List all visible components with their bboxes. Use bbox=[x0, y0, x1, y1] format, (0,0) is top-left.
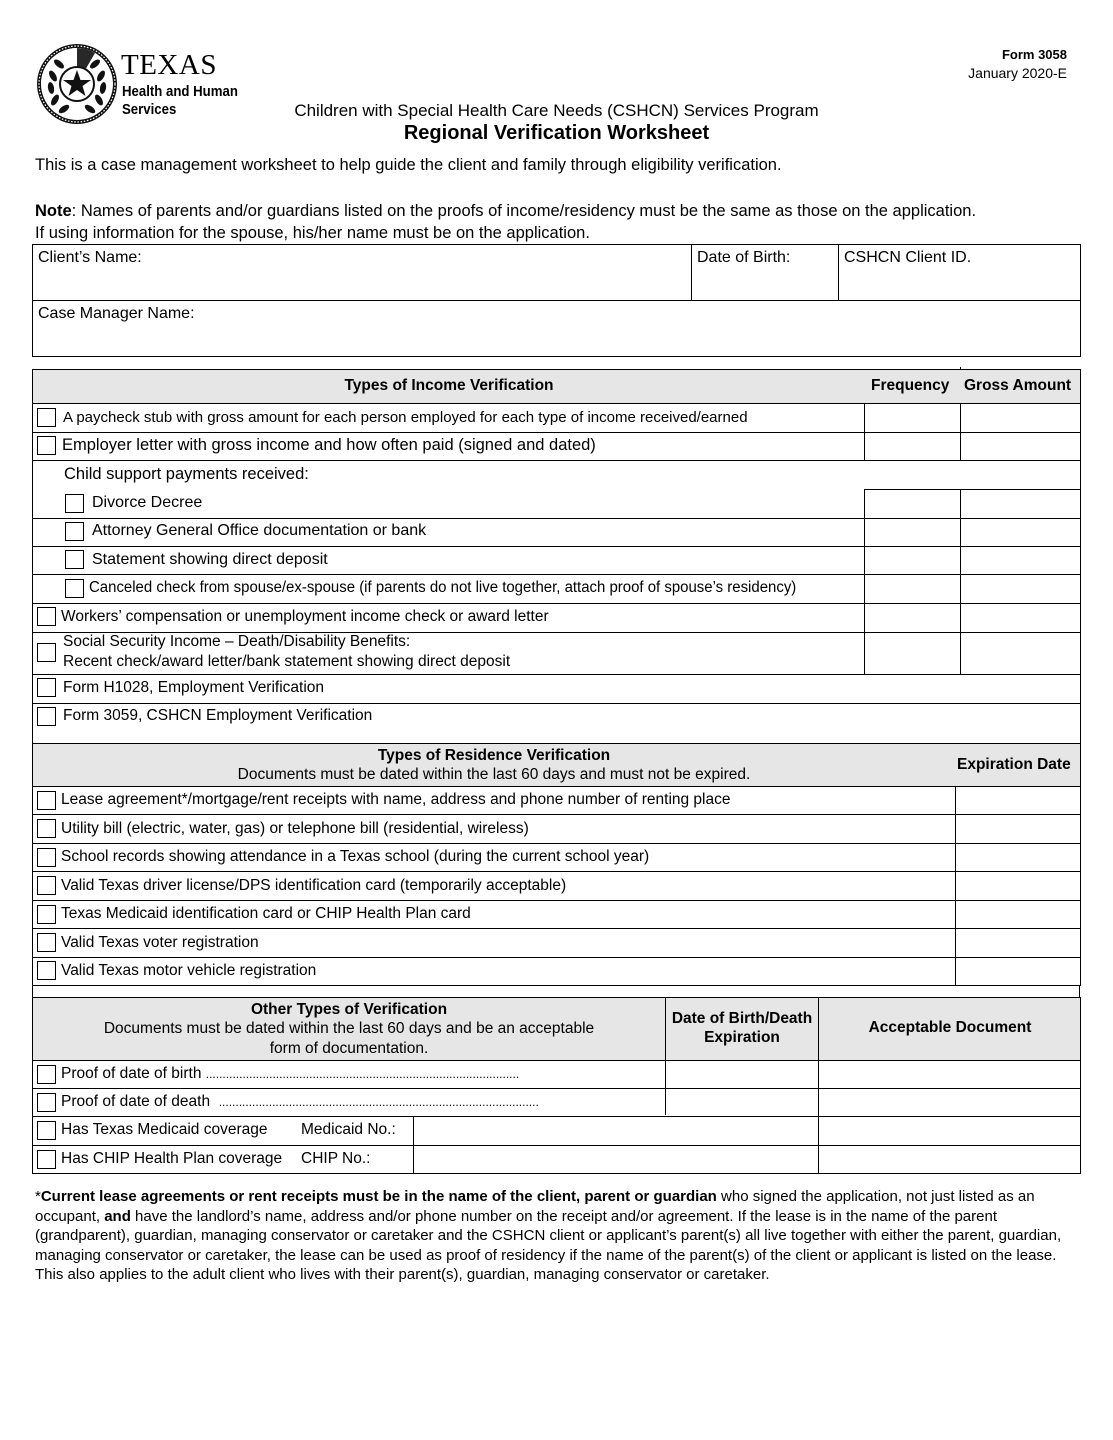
social-security-checkbox[interactable] bbox=[37, 643, 56, 662]
direct-deposit-statement-checkbox[interactable] bbox=[65, 550, 84, 569]
employer-letter-gross-field[interactable] bbox=[961, 433, 1080, 460]
paycheck-stub-gross-field[interactable] bbox=[961, 404, 1080, 432]
school-records-checkbox[interactable] bbox=[37, 848, 56, 867]
page-title: Regional Verification Worksheet bbox=[403, 122, 710, 144]
voter-registration-checkbox[interactable] bbox=[37, 933, 56, 952]
employer-letter-label: Employer letter with gross income and how often paid (signed and dated) bbox=[62, 436, 596, 454]
date-birth-death-column-header-line1: Date of Birth/Death bbox=[671, 1010, 813, 1027]
social-security-label-line1: Social Security Income – Death/Disability Benefits: bbox=[63, 633, 411, 650]
logo-texas-text: TEXAS bbox=[121, 49, 217, 81]
employer-letter-frequency-field[interactable] bbox=[865, 433, 960, 460]
workers-comp-checkbox[interactable] bbox=[37, 607, 56, 626]
social-security-label-line2: Recent check/award letter/bank statement showing direct deposit bbox=[63, 653, 511, 670]
medicaid-card-checkbox[interactable] bbox=[37, 905, 56, 924]
form-3059-label: Form 3059, CSHCN Employment Verification bbox=[63, 707, 373, 724]
lease-agreement-label: Lease agreement*/mortgage/rent receipts with name, address and phone number of renting place bbox=[61, 791, 731, 808]
proof-of-death-checkbox[interactable] bbox=[37, 1093, 56, 1112]
gross-amount-column-header: Gross Amount bbox=[964, 377, 1072, 394]
proof-of-birth-label: Proof of date of birth .............................................................................................. bbox=[61, 1065, 520, 1082]
direct-deposit-gross-field[interactable] bbox=[961, 547, 1080, 574]
frequency-column-header: Frequency bbox=[871, 377, 950, 394]
social-security-gross-field[interactable] bbox=[961, 633, 1080, 674]
client-id-field[interactable] bbox=[839, 245, 1080, 300]
driver-license-label: Valid Texas driver license/DPS identification card (temporarily acceptable) bbox=[61, 877, 567, 894]
lease-agreement-checkbox[interactable] bbox=[37, 791, 56, 810]
medicaid-number-field[interactable] bbox=[414, 1117, 818, 1145]
paycheck-stub-checkbox[interactable] bbox=[37, 408, 56, 427]
lease-footnote: *Current lease agreements or rent receipts must be in the name of the client, parent or guardian who signed the application, not just listed as an occupant, and have the landlord’s name, address and/or phone number on the receipt and/or agreement. If the lease is in the name of the parent (grandparent), guardian, managing conservator or caretaker and the CSHCN client or applicant’s parent(s) all live together with either the parent, guardian, managing conservator or caretaker, the lease can be used as proof of residency if the name of the parent(s) of the client or applicant is listed on the lease. This also applies to the adult client who lives with their parent(s), guardian, managing conservator or caretaker. bbox=[35, 1188, 1062, 1284]
date-of-birth-label: Date of Birth: bbox=[697, 249, 791, 266]
vehicle-registration-label: Valid Texas motor vehicle registration bbox=[61, 962, 317, 979]
school-records-label: School records showing attendance in a Texas school (during the current school year) bbox=[61, 848, 650, 865]
medicaid-card-label: Texas Medicaid identification card or CHIP Health Plan card bbox=[61, 905, 471, 922]
employer-letter-checkbox[interactable] bbox=[37, 436, 56, 455]
client-info-section bbox=[32, 244, 1081, 357]
utility-bill-label: Utility bill (electric, water, gas) or telephone bill (residential, wireless) bbox=[61, 820, 529, 837]
attorney-general-frequency-field[interactable] bbox=[865, 519, 960, 546]
logo-agency-text: Health and Human Services bbox=[122, 83, 238, 118]
intro-text: This is a case management worksheet to help guide the client and family through eligibility verification. bbox=[35, 156, 782, 174]
chip-number-label: CHIP No.: bbox=[301, 1150, 371, 1167]
chip-coverage-checkbox[interactable] bbox=[37, 1150, 56, 1169]
client-name-label: Client’s Name: bbox=[38, 249, 142, 266]
social-security-frequency-field[interactable] bbox=[865, 633, 960, 674]
voter-registration-label: Valid Texas voter registration bbox=[61, 934, 259, 951]
driver-license-checkbox[interactable] bbox=[37, 876, 56, 895]
direct-deposit-statement-label: Statement showing direct deposit bbox=[92, 551, 328, 568]
note-text: Note: Names of parents and/or guardians listed on the proofs of income/residency must be the same as those on the application. If using information for the spouse, his/her name must be on the application. bbox=[35, 202, 977, 242]
proof-of-death-date-field[interactable] bbox=[666, 1089, 818, 1116]
client-id-label: CSHCN Client ID. bbox=[844, 249, 972, 266]
proof-of-death-document-field[interactable] bbox=[819, 1089, 1080, 1116]
paycheck-stub-frequency-field[interactable] bbox=[865, 404, 960, 432]
residence-header-subtitle: Documents must be dated within the last 60 days and must not be expired. bbox=[237, 766, 751, 783]
income-header-title: Types of Income Verification bbox=[344, 377, 554, 394]
proof-of-birth-checkbox[interactable] bbox=[37, 1065, 56, 1084]
medicaid-document-field[interactable] bbox=[819, 1117, 1080, 1145]
medicaid-coverage-checkbox[interactable] bbox=[37, 1121, 56, 1140]
canceled-check-gross-field[interactable] bbox=[961, 575, 1080, 603]
divorce-decree-label: Divorce Decree bbox=[92, 494, 203, 511]
paycheck-stub-label: A paycheck stub with gross amount for each person employed for each type of income received/earned bbox=[63, 409, 748, 426]
proof-of-birth-date-field[interactable] bbox=[666, 1061, 818, 1088]
chip-number-field[interactable] bbox=[414, 1146, 818, 1173]
form-date: January 2020-E bbox=[968, 65, 1067, 81]
attorney-general-label: Attorney General Office documentation or bank bbox=[92, 522, 427, 539]
workers-comp-gross-field[interactable] bbox=[961, 604, 1080, 632]
chip-coverage-label: Has CHIP Health Plan coverage bbox=[61, 1150, 283, 1167]
proof-of-birth-document-field[interactable] bbox=[819, 1061, 1080, 1088]
divorce-decree-frequency-field[interactable] bbox=[865, 490, 960, 518]
medicaid-coverage-label: Has Texas Medicaid coverage bbox=[61, 1121, 268, 1138]
form-3059-checkbox[interactable] bbox=[37, 707, 56, 726]
divorce-decree-gross-field[interactable] bbox=[961, 490, 1080, 518]
attorney-general-gross-field[interactable] bbox=[961, 519, 1080, 546]
form-number: Form 3058 bbox=[1001, 47, 1067, 62]
proof-of-death-label: Proof of date of death ................................................................................................ bbox=[61, 1093, 539, 1110]
case-manager-field[interactable] bbox=[33, 301, 1080, 356]
driver-license-expiration-field[interactable] bbox=[956, 872, 1080, 900]
vehicle-registration-expiration-field[interactable] bbox=[956, 958, 1080, 985]
utility-bill-checkbox[interactable] bbox=[37, 819, 56, 838]
date-birth-death-column-header-line2: Expiration bbox=[704, 1029, 780, 1046]
program-name: Children with Special Health Care Needs (CSHCN) Services Program bbox=[294, 101, 819, 120]
canceled-check-frequency-field[interactable] bbox=[865, 575, 960, 603]
lease-agreement-expiration-field[interactable] bbox=[956, 787, 1080, 814]
medicaid-card-expiration-field[interactable] bbox=[956, 901, 1080, 928]
income-verification-table bbox=[32, 369, 1081, 744]
workers-comp-label: Workers’ compensation or unemployment income check or award letter bbox=[61, 608, 549, 625]
chip-document-field[interactable] bbox=[819, 1146, 1080, 1173]
vehicle-registration-checkbox[interactable] bbox=[37, 961, 56, 980]
medicaid-number-label: Medicaid No.: bbox=[301, 1121, 396, 1138]
case-manager-label: Case Manager Name: bbox=[38, 305, 195, 322]
acceptable-document-column-header: Acceptable Document bbox=[868, 1019, 1032, 1036]
form-h1028-label: Form H1028, Employment Verification bbox=[63, 679, 325, 696]
client-name-field[interactable] bbox=[33, 245, 691, 300]
expiration-date-column-header: Expiration Date bbox=[957, 756, 1071, 773]
utility-bill-expiration-field[interactable] bbox=[956, 815, 1080, 843]
other-header-subtitle-line2: form of documentation. bbox=[269, 1040, 429, 1057]
other-verification-table bbox=[32, 997, 1081, 1174]
school-records-expiration-field[interactable] bbox=[956, 844, 1080, 871]
child-support-label: Child support payments received: bbox=[64, 465, 309, 483]
date-of-birth-field[interactable] bbox=[692, 245, 838, 300]
canceled-check-label: Canceled check from spouse/ex-spouse (if parents do not live together, attach proof of spouse’s residency) bbox=[89, 579, 797, 596]
other-header-subtitle-line1: Documents must be dated within the last 60 days and be an acceptable bbox=[103, 1020, 595, 1037]
workers-comp-frequency-field[interactable] bbox=[865, 604, 960, 632]
form-h1028-checkbox[interactable] bbox=[37, 678, 56, 697]
residence-verification-table bbox=[32, 743, 1081, 986]
voter-registration-expiration-field[interactable] bbox=[956, 929, 1080, 957]
divorce-decree-checkbox[interactable] bbox=[65, 494, 84, 513]
residence-header-title: Types of Residence Verification bbox=[377, 747, 611, 764]
attorney-general-checkbox[interactable] bbox=[65, 522, 84, 541]
other-header-title: Other Types of Verification bbox=[250, 1001, 448, 1018]
direct-deposit-frequency-field[interactable] bbox=[865, 547, 960, 574]
canceled-check-checkbox[interactable] bbox=[65, 579, 84, 598]
